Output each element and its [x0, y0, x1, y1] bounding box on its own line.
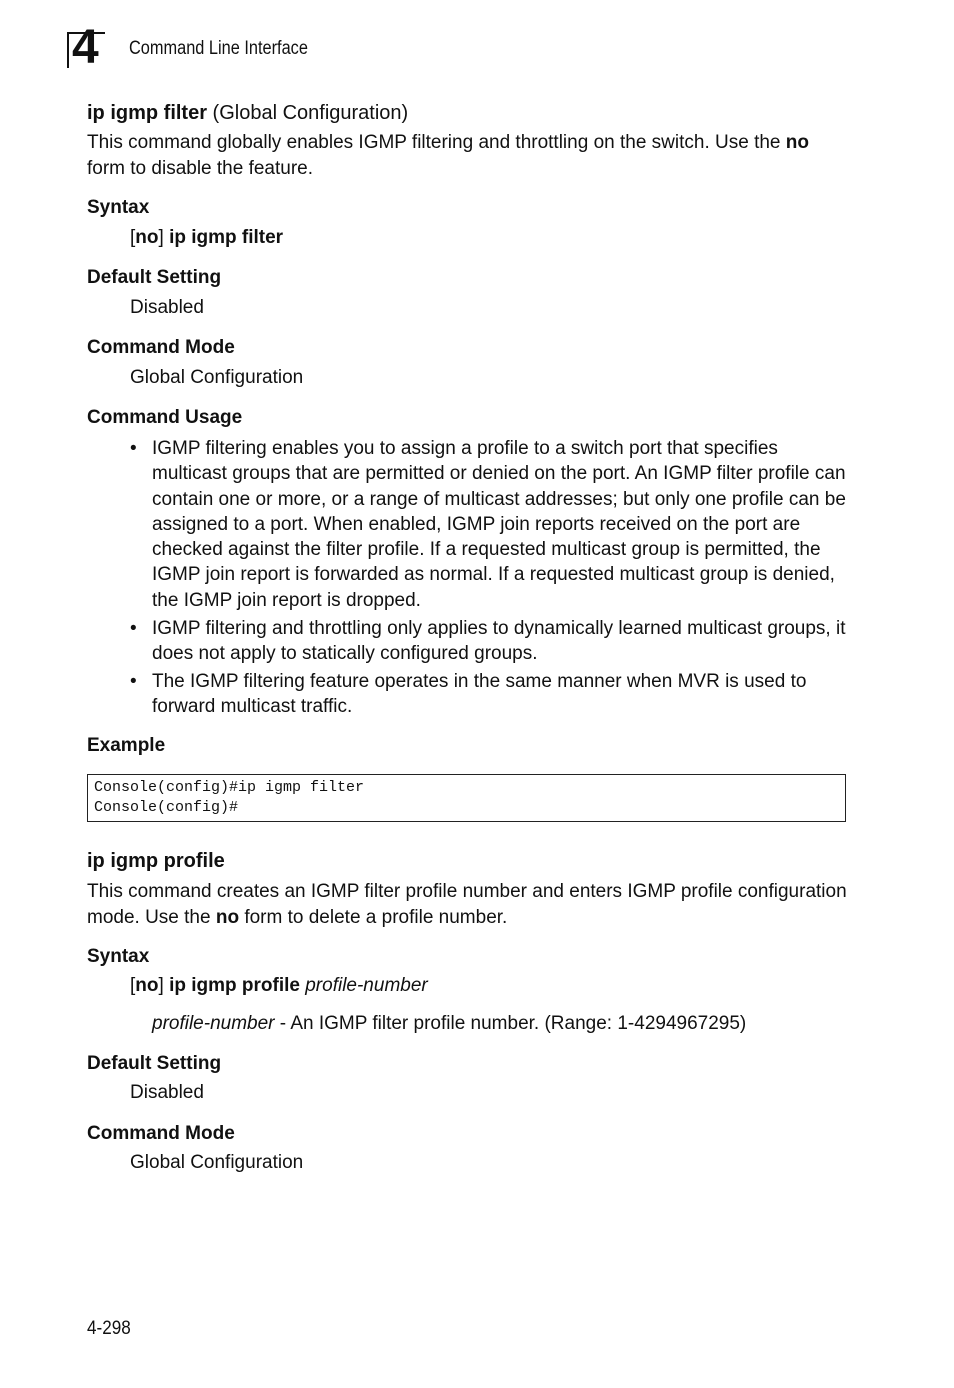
running-title: Command Line Interface — [129, 38, 308, 59]
default-setting-heading: Default Setting — [87, 267, 222, 288]
bullet-icon: • — [130, 617, 137, 639]
desc-text: This command globally enables IGMP filtering and throttling on the switch. Use the — [87, 132, 786, 153]
bullet-icon: • — [130, 670, 137, 692]
command-mode-heading: Command Mode — [87, 337, 235, 358]
syntax-heading: Syntax — [87, 946, 150, 967]
command-mode-value: Global Configuration — [130, 1152, 304, 1173]
no-keyword: no — [215, 906, 240, 928]
chapter-number: 4 — [72, 21, 99, 74]
bracket: [ — [130, 975, 136, 996]
syntax-heading: Syntax — [87, 197, 150, 218]
command-name: ip igmp filter — [87, 102, 207, 124]
no-keyword: no — [135, 975, 159, 996]
example-code-block: Console(config)#ip igmp filter Console(config)# — [87, 774, 846, 822]
desc-text: This command creates an IGMP filter profile number and enters IGMP profile configuration mode. Use the — [87, 881, 847, 928]
syntax-command: ip igmp filter — [169, 227, 284, 248]
bracket: ] — [158, 227, 170, 248]
parameter-description — [152, 1013, 912, 1035]
bracket: ] — [158, 975, 170, 996]
no-keyword: no — [135, 227, 159, 248]
bracket: [ — [130, 227, 136, 248]
parameter-name: profile-number — [152, 1013, 275, 1034]
command-title-ip-igmp-profile — [87, 850, 847, 873]
command-usage-list — [130, 436, 847, 722]
command-mode-heading: Command Mode — [87, 1123, 235, 1144]
default-setting-value: Disabled — [130, 297, 204, 318]
list-item — [130, 669, 847, 720]
list-item-text: IGMP filtering enables you to assign a profile to a switch port that specifies multicast groups that are permitted or denied on the port. An IGMP filter profile can contain one or more, or a range of multicast addresses; but only one profile can be assigned to a port. When enabled, IGMP join reports received on the port are checked against the filter profile. If a requested multicast group is permitted, the IGMP join report is forwarded as normal. If a requested multicast group is denied, the IGMP join report is dropped. — [152, 438, 846, 611]
desc-text: form to disable the feature. — [87, 157, 314, 179]
command-mode-value: Global Configuration — [130, 367, 304, 388]
command-mode-suffix: (Global Configuration) — [207, 102, 409, 124]
command-title-ip-igmp-filter — [87, 102, 847, 125]
syntax-command: ip igmp profile — [169, 975, 300, 996]
syntax-line — [130, 975, 890, 997]
desc-text: form to delete a profile number. — [239, 906, 508, 928]
list-item — [130, 436, 847, 613]
default-setting-value: Disabled — [130, 1082, 204, 1103]
list-item-text: The IGMP filtering feature operates in the same manner when MVR is used to forward multicast traffic. — [152, 670, 807, 717]
syntax-argument: profile-number — [305, 975, 428, 996]
command-name: ip igmp profile — [87, 850, 225, 872]
list-item — [130, 616, 847, 667]
parameter-text: - An IGMP filter profile number. (Range: 1-4294967295) — [274, 1013, 747, 1034]
command-usage-heading: Command Usage — [87, 407, 243, 428]
page-number: 4-298 — [87, 1318, 131, 1339]
command-description — [87, 130, 847, 181]
list-item-text: IGMP filtering and throttling only applies to dynamically learned multicast groups, it does not apply to statically configured groups. — [152, 617, 846, 664]
command-description — [87, 879, 847, 930]
default-setting-heading: Default Setting — [87, 1053, 222, 1074]
bullet-icon: • — [130, 438, 137, 459]
syntax-line — [130, 227, 890, 249]
example-heading: Example — [87, 735, 166, 756]
no-keyword: no — [785, 132, 809, 153]
